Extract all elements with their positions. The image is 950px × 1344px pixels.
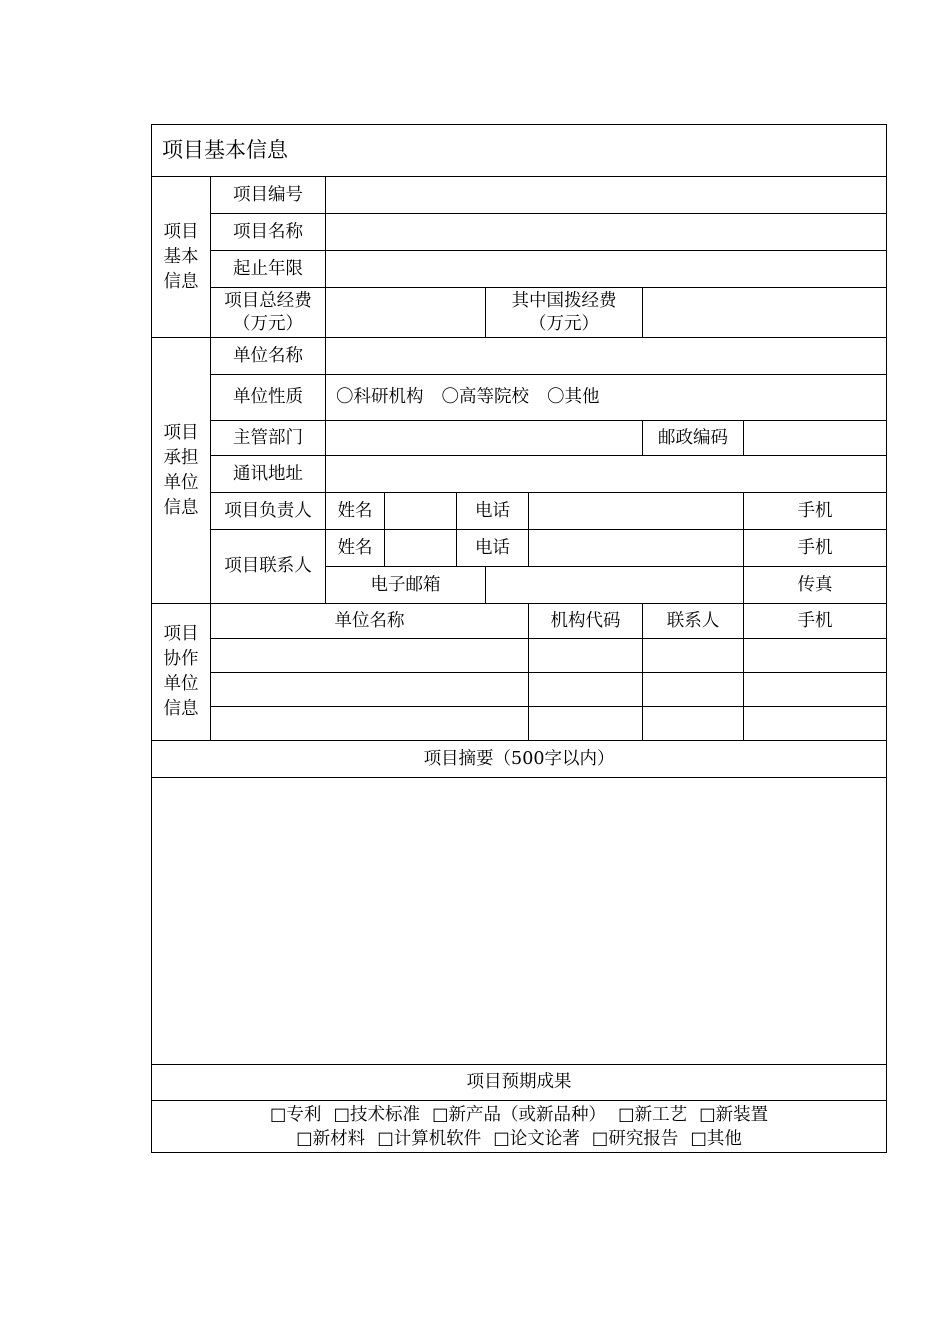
unit-name-label: 单位名称 bbox=[211, 338, 326, 375]
checkbox-new-material[interactable]: □新材料 bbox=[296, 1128, 366, 1149]
project-info-form bbox=[151, 124, 887, 1153]
leader-name-label: 姓名 bbox=[326, 493, 385, 530]
national-funds-field[interactable] bbox=[643, 288, 887, 338]
leader-mobile-label: 手机 bbox=[744, 493, 887, 530]
project-no-field[interactable] bbox=[326, 177, 887, 214]
postcode-field[interactable] bbox=[744, 421, 887, 456]
total-funds-field[interactable] bbox=[326, 288, 486, 338]
coop-col-org-code: 机构代码 bbox=[529, 604, 643, 639]
checkbox-new-process[interactable]: □新工艺 bbox=[618, 1104, 688, 1125]
radio-university[interactable]: 〇高等院校 bbox=[441, 387, 529, 407]
contact-phone-label: 电话 bbox=[457, 530, 529, 567]
leader-phone-field[interactable] bbox=[529, 493, 744, 530]
table-row bbox=[152, 707, 887, 741]
checkbox-tech-standard[interactable]: □技术标准 bbox=[333, 1104, 420, 1125]
period-field[interactable] bbox=[326, 251, 887, 288]
total-funds-label: 项目总经费 （万元） bbox=[211, 288, 326, 338]
address-field[interactable] bbox=[326, 456, 887, 493]
dept-field[interactable] bbox=[326, 421, 643, 456]
contact-name-label: 姓名 bbox=[326, 530, 385, 567]
coop-mobile-field[interactable] bbox=[744, 673, 887, 707]
checkbox-papers[interactable]: □论文论著 bbox=[493, 1128, 580, 1149]
contact-mobile-label: 手机 bbox=[744, 530, 887, 567]
abstract-title: 项目摘要（500字以内） bbox=[152, 741, 887, 778]
project-name-field[interactable] bbox=[326, 214, 887, 251]
table-row bbox=[152, 673, 887, 707]
leader-name-field[interactable] bbox=[385, 493, 457, 530]
project-no-label: 项目编号 bbox=[211, 177, 326, 214]
table-row bbox=[152, 639, 887, 673]
coop-col-mobile: 手机 bbox=[744, 604, 887, 639]
contact-label: 项目联系人 bbox=[211, 530, 326, 604]
national-funds-label: 其中国拨经费 （万元） bbox=[486, 288, 643, 338]
outcomes-options bbox=[152, 1101, 887, 1153]
checkbox-software[interactable]: □计算机软件 bbox=[377, 1128, 482, 1149]
email-field[interactable] bbox=[486, 567, 744, 604]
checkbox-new-product[interactable]: □新产品（或新品种） bbox=[431, 1104, 607, 1125]
coop-mobile-field[interactable] bbox=[744, 707, 887, 741]
coop-contact-field[interactable] bbox=[643, 707, 744, 741]
abstract-field[interactable] bbox=[152, 778, 887, 1065]
unit-name-field[interactable] bbox=[326, 338, 887, 375]
unit-nature-label: 单位性质 bbox=[211, 375, 326, 421]
checkbox-patent[interactable]: □专利 bbox=[269, 1104, 322, 1125]
coop-contact-field[interactable] bbox=[643, 639, 744, 673]
coop-col-contact: 联系人 bbox=[643, 604, 744, 639]
postcode-label: 邮政编码 bbox=[643, 421, 744, 456]
coop-mobile-field[interactable] bbox=[744, 639, 887, 673]
checkbox-other[interactable]: □其他 bbox=[690, 1128, 742, 1149]
period-label: 起止年限 bbox=[211, 251, 326, 288]
unit-nature-options bbox=[326, 375, 887, 421]
form-title: 项目基本信息 bbox=[152, 125, 887, 177]
contact-name-field[interactable] bbox=[385, 530, 457, 567]
fax-label: 传真 bbox=[744, 567, 887, 604]
basic-info-group-label: 项目 基本 信息 bbox=[152, 177, 211, 338]
coop-org-code-field[interactable] bbox=[529, 639, 643, 673]
leader-phone-label: 电话 bbox=[457, 493, 529, 530]
project-name-label: 项目名称 bbox=[211, 214, 326, 251]
email-label: 电子邮箱 bbox=[326, 567, 486, 604]
coop-unit-name-field[interactable] bbox=[211, 639, 529, 673]
radio-other[interactable]: 〇其他 bbox=[547, 387, 600, 407]
outcomes-title: 项目预期成果 bbox=[152, 1065, 887, 1101]
coop-col-unit-name: 单位名称 bbox=[211, 604, 529, 639]
cooperation-group-label: 项目 协作 单位 信息 bbox=[152, 604, 211, 741]
radio-research-institute[interactable]: 〇科研机构 bbox=[336, 387, 424, 407]
coop-unit-name-field[interactable] bbox=[211, 707, 529, 741]
undertaker-group-label: 项目 承担 单位 信息 bbox=[152, 338, 211, 604]
dept-label: 主管部门 bbox=[211, 421, 326, 456]
coop-contact-field[interactable] bbox=[643, 673, 744, 707]
coop-org-code-field[interactable] bbox=[529, 673, 643, 707]
leader-label: 项目负责人 bbox=[211, 493, 326, 530]
address-label: 通讯地址 bbox=[211, 456, 326, 493]
coop-org-code-field[interactable] bbox=[529, 707, 643, 741]
coop-unit-name-field[interactable] bbox=[211, 673, 529, 707]
checkbox-new-device[interactable]: □新装置 bbox=[699, 1104, 769, 1125]
contact-phone-field[interactable] bbox=[529, 530, 744, 567]
checkbox-research-report[interactable]: □研究报告 bbox=[591, 1128, 679, 1149]
